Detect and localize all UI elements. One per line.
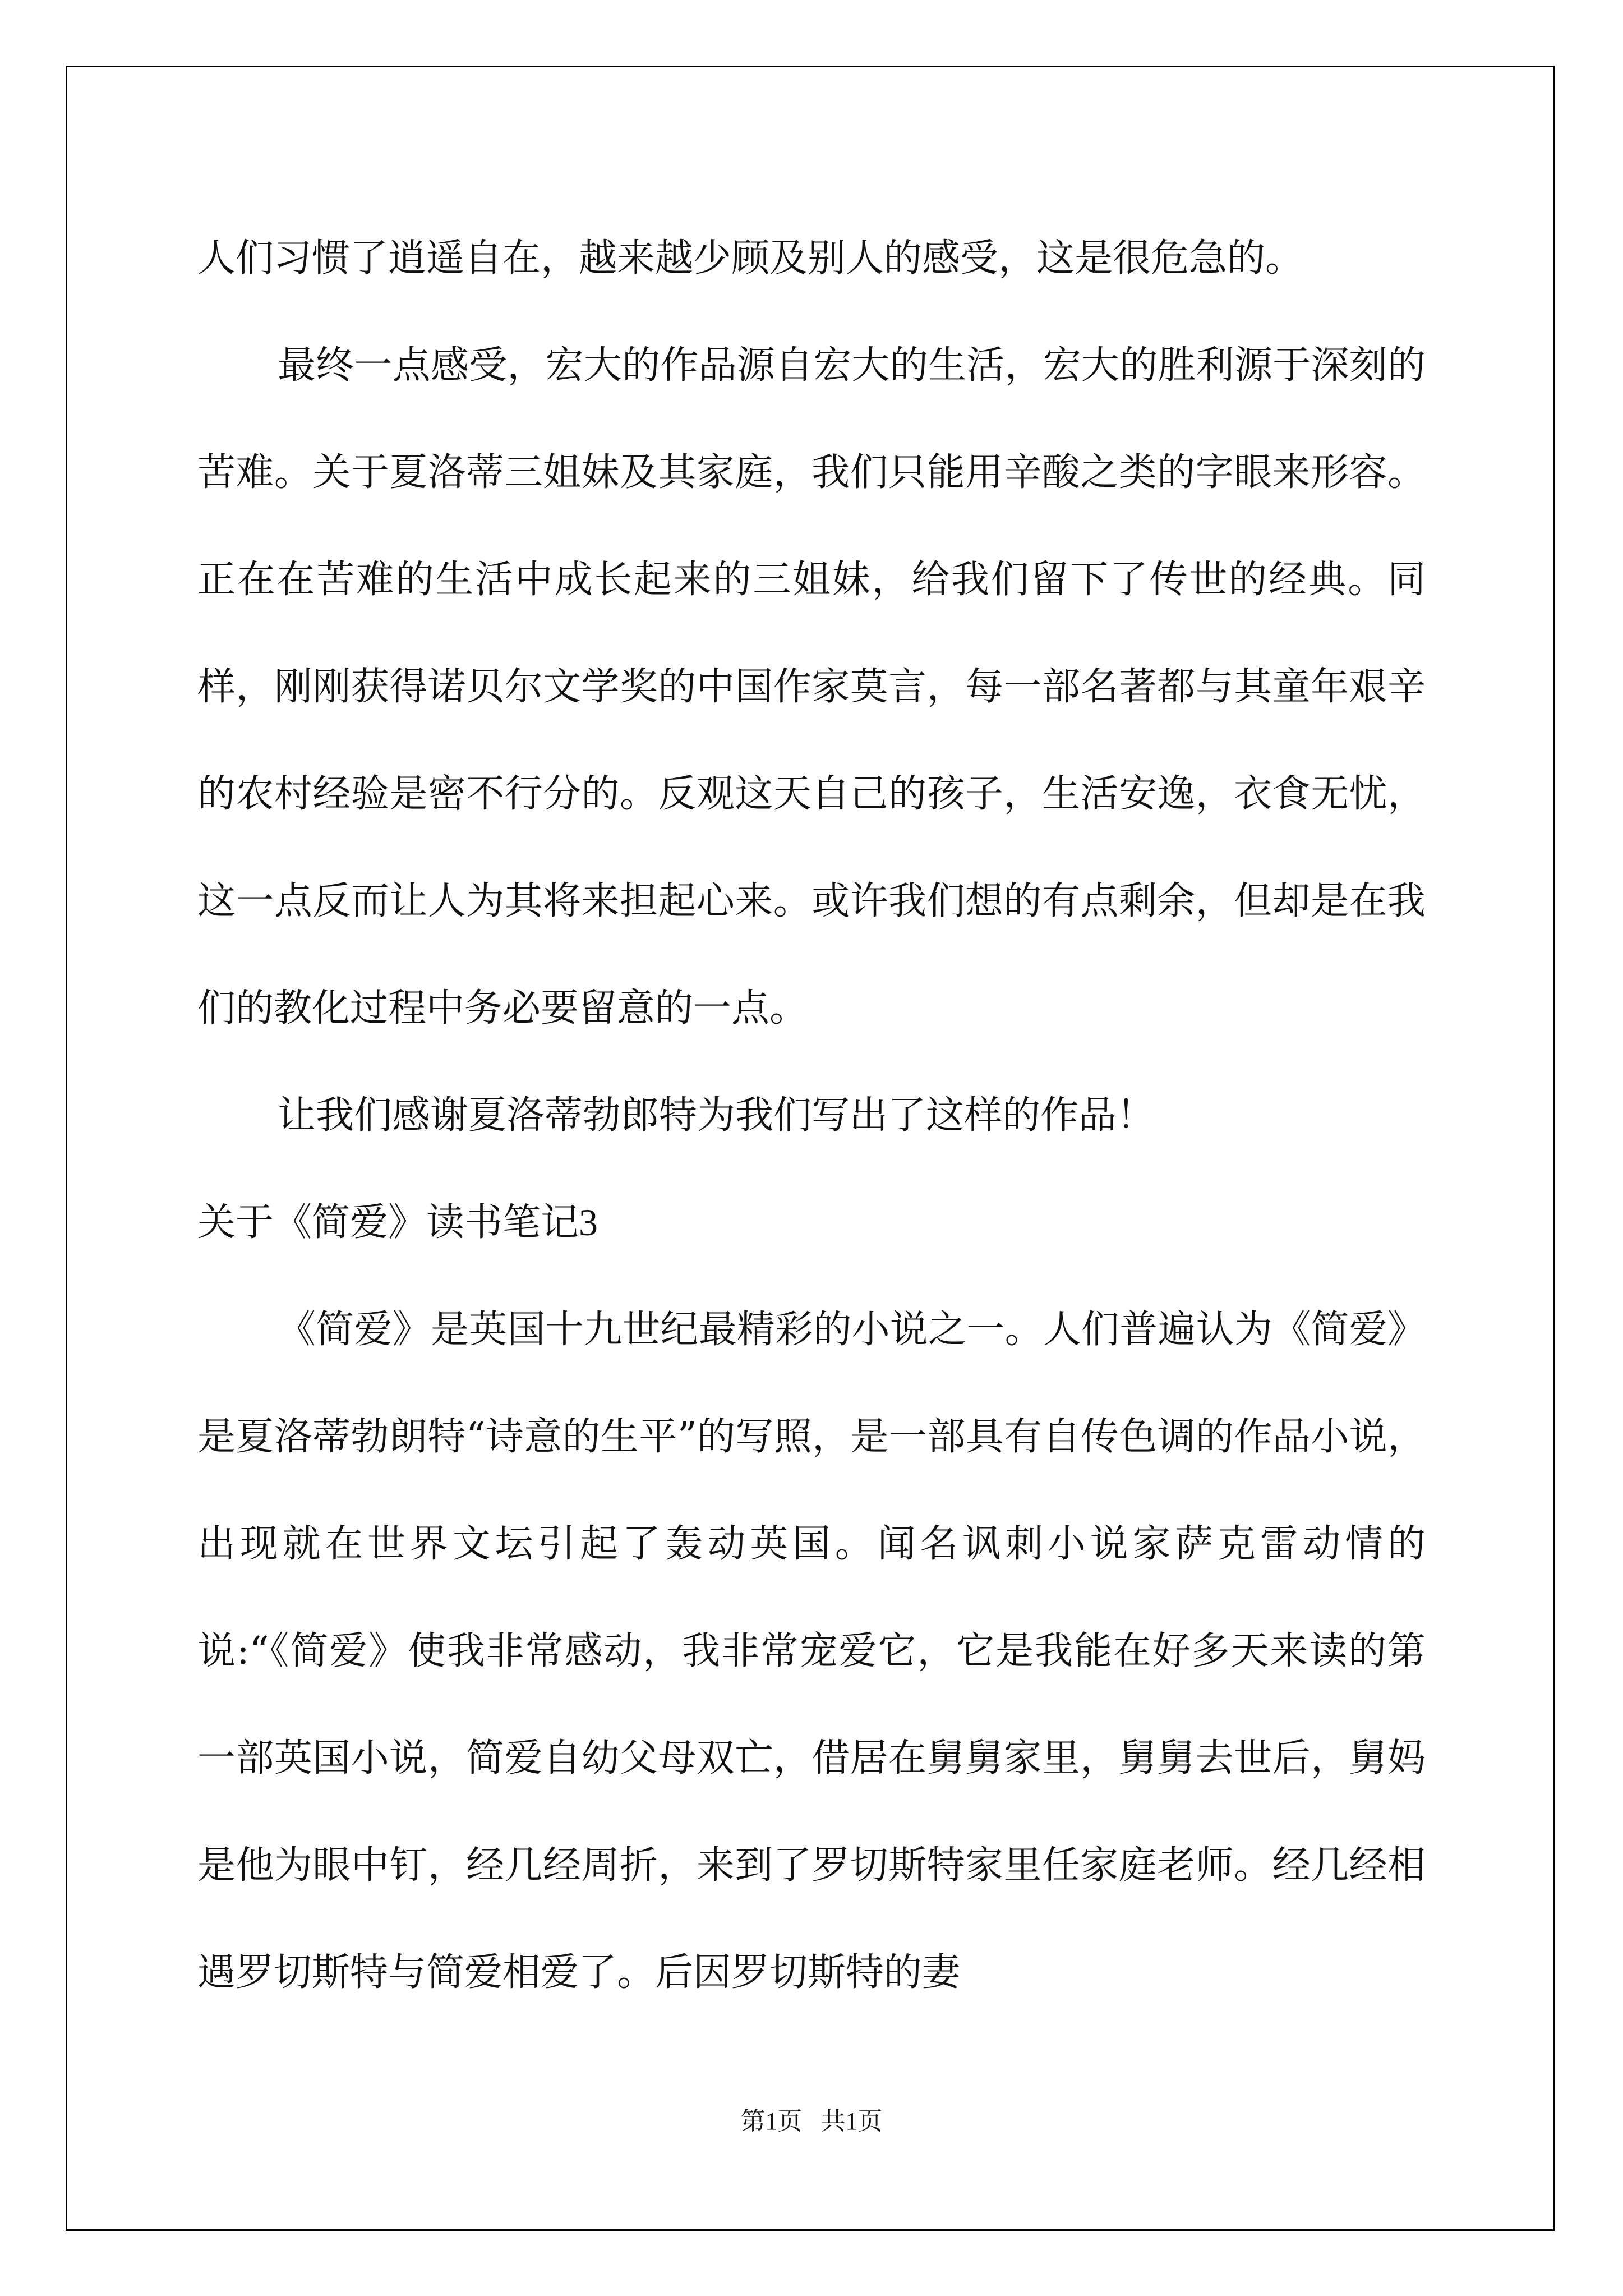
paragraph-continuation: 人们习惯了逍遥自在，越来越少顾及别人的感受，这是很危急的。 bbox=[197, 236, 1304, 280]
paragraph-body: 最终一点感受，宏大的作品源自宏大的生活，宏大的胜利源于深刻的苦难。关于夏洛蒂三姐妹及其家庭，我们只能用辛酸之类的字眼来形容。正在在苦难的生活中成长起来的三姐妹，给我们留下了传世的经典。同样，刚刚获得诺贝尔文学奖的中国作家莫言，每一部名著都与其童年艰辛的农村经验是密不行分的。反观这天自己的孩子，生活安逸，衣食无忧，这一点反而让人为其将来担起心来。或许我们想的有点剩余，但却是在我们的教化过程中务必要留意的一点。 bbox=[197, 343, 1426, 1030]
paragraph-body: 让我们感谢夏洛蒂勃郎特为我们写出了这样的作品！ bbox=[278, 1093, 1155, 1138]
page-footer: 第1页 共1页 bbox=[740, 2108, 883, 2135]
document-body bbox=[197, 205, 1426, 2026]
section-heading: 关于《简爱》读书笔记3 bbox=[197, 1201, 598, 1244]
paragraph-body: 《简爱》是英国十九世纪最精彩的小说之一。人们普遍认为《简爱》是夏洛蒂勃朗特“诗意的生平”的写照，是一部具有自传色调的作品小说，出现就在世界文坛引起了轰动英国。闻名讽刺小说家萨克雷动情的说:“《简爱》使我非常感动，我非常宠爱它，它是我能在好多天来读的第一部英国小说，简爱自幼父母双亡，借居在舅舅家里，舅舅去世后，舅妈是他为眼中钉，经几经周折，来到了罗切斯特家里任家庭老师。经几经相遇罗切斯特与简爱相爱了。后因罗切斯特的妻 bbox=[197, 1308, 1426, 1995]
